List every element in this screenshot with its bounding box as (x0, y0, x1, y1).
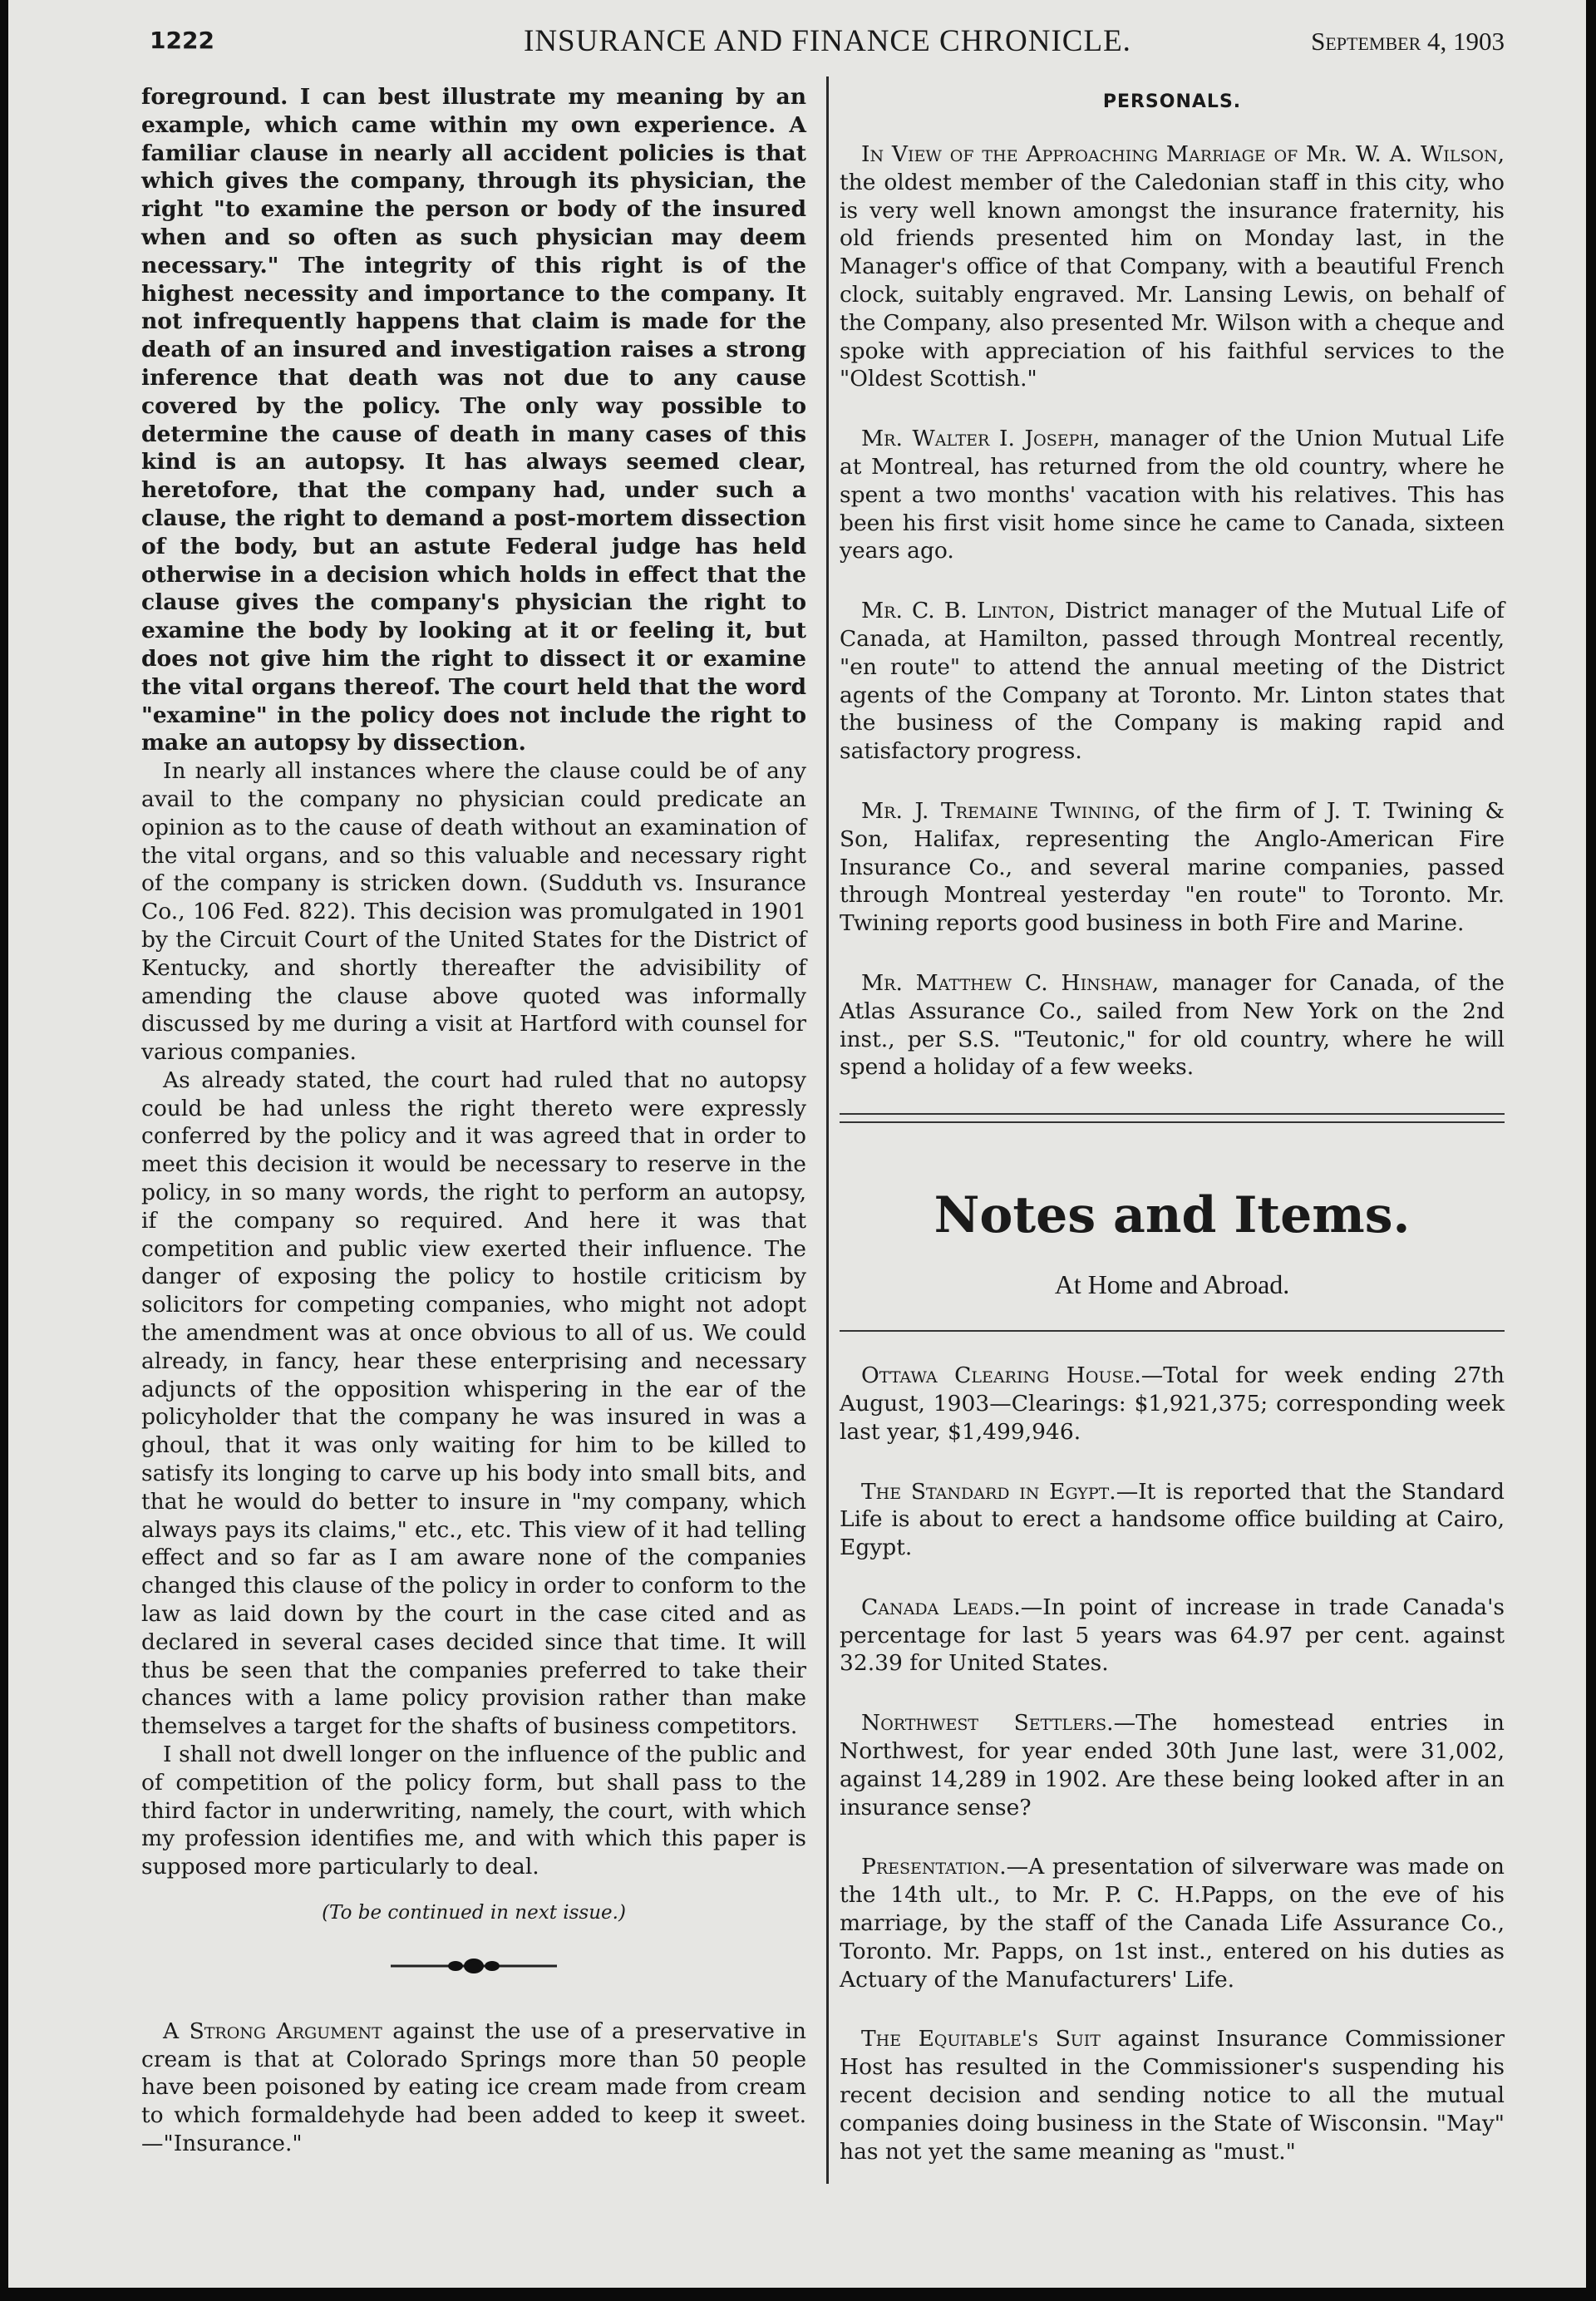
personal-item (840, 797, 1505, 938)
item-lead: Mr. Matthew C. Hinshaw, (861, 969, 1160, 996)
personal-item (840, 140, 1505, 393)
article-paragraph: As already stated, the court had ruled that no autopsy could be had unless the right thereto were expressly conferred by the policy and it was agreed that in order to meet this decision it would be necessary to reserve in the policy, in so many words, the right to perform an autopsy, if the company so required. And here it was that competition and public view exerted their influence. The danger of exposing the policy to hostile criticism by solicitors for competing companies, who might not adopt the amendment was at once obvious to all of us. We could already, in fancy, hear these enterprising and necessary adjuncts of the opposition whispering in the ear of the policyholder that the company he was insured in was a ghoul, that it was only waiting for him to be killed to satisfy its longing to carve up his body into small bits, and that he would do better to insure in "my company, which always pays its claims," etc., etc. This view of it had telling effect and so far as I am aware none of the companies changed this clause of the policy in order to conform to the law as laid down by the court in the case cited and as declared in several cases decided since that time. It will thus be seen that the companies preferred to take their chances with a lame policy provision rather than make themselves a target for the shafts of business competitors. (141, 1067, 806, 1740)
notes-item (840, 1478, 1505, 1562)
item-text: against the use of a preservative in cream is that at Colorado Springs more than 50 people have been poisoned by eating ice cream made from cream to which formaldehyde had been added to keep it sweet.—"Insurance." (141, 2018, 806, 2156)
item-lead: The Standard in Egypt. (861, 1478, 1116, 1505)
item-lead: Northwest Settlers. (861, 1710, 1114, 1737)
item-text: against Insurance Commissioner Host has resulted in the Commissioner's suspending his recent decision and sending notice to all the mutual companies doing business in the State of Wisconsin. "May" has not yet the same meaning as "must." (840, 2026, 1505, 2165)
article-paragraph: In nearly all instances where the clause could be of any avail to the company no physician could predicate an opinion as to the cause of death without an examination of the vital organs, and so this valuable and necessary right of the company is stricken down. (Sudduth vs. Insurance Co., 106 Fed. 822). This decision was promulgated in 1901 by the Circuit Court of the United States for the District of Kentucky, and shortly thereafter the advisibility of amending the clause above quoted was informally discussed by me during a visit at Hartford with counsel for various companies. (141, 758, 806, 1066)
item-lead: Mr. J. Tremaine Twining, (861, 797, 1141, 824)
item-text: —Total for week ending 27th August, 1903—Clearings: $1,921,375; corresponding week last year, $1,499,946. (840, 1362, 1505, 1445)
item-text: —In point of increase in trade Canada's percentage for last 5 years was 64.97 per cent. against 32.39 for United States. (840, 1594, 1505, 1677)
notes-heading: Notes and Items. (933, 1186, 1411, 1245)
newspaper-page (8, 0, 1586, 2288)
item-lead: The Equitable's Suit (861, 2026, 1101, 2052)
section-double-rule (840, 1113, 1505, 1123)
item-text: —A presentation of silverware was made on the 14th ult., to Mr. P. C. H.Papps, on the eve of his marriage, by the staff of the Canada Life Assurance Co., Toronto. Mr. Papps, on 1st inst., entered on his duties as Actuary of the Manufacturers' Life. (840, 1854, 1505, 1993)
personals-heading: PERSONALS. (1102, 91, 1242, 112)
item-lead: A Strong Argument (163, 2018, 382, 2044)
continued-note: (To be continued in next issue.) (322, 1902, 626, 1924)
personal-item (840, 425, 1505, 565)
left-column (141, 83, 806, 2158)
notes-item (840, 2025, 1505, 2166)
page-header (150, 18, 1505, 65)
item-lead: Mr. Walter I. Joseph, (861, 426, 1101, 452)
item-text: District manager of the Mutual Life of Canada, at Hamilton, passed through Montreal recently, "en route" to attend the annual meeting of the District agents of the Company at Toronto. Mr. Linton states that the business of the Company is making rapid and satisfactory progress. (840, 598, 1505, 765)
article-paragraph: I shall not dwell longer on the influence of the public and of competition of the policy form, but shall pass to the third factor in underwriting, namely, the court, with which my profession identifies me, and with which this paper is supposed more particularly to deal. (141, 1742, 806, 1880)
section-rule (840, 1330, 1505, 1332)
item-lead: Ottawa Clearing House. (861, 1362, 1141, 1389)
personal-item (840, 969, 1505, 1082)
item-text: —The homestead entries in Northwest, for year ended 30th June last, were 31,002, against 14,289 in 1902. Are these being looked after in an insurance sense? (840, 1710, 1505, 1821)
ornament-divider (391, 1949, 557, 1983)
personal-item (840, 597, 1505, 766)
item-text: of the firm of J. T. Twining & Son, Halifax, representing the Anglo-American Fire Insurance Co., and several marine companies, passed through Montreal yesterday "en route" to Toronto. Mr. Twining reports good business in both Fire and Marine. (840, 797, 1505, 937)
strong-argument-item (141, 2018, 806, 2158)
notes-item (840, 1594, 1505, 1678)
item-lead: Mr. C. B. Linton, (861, 598, 1056, 624)
item-lead: Presentation. (861, 1854, 1007, 1880)
notes-subheading: At Home and Abroad. (1054, 1269, 1290, 1300)
item-lead: In View of the Approaching Marriage of Mr. W. A. Wilson, (861, 141, 1505, 167)
column-divider (826, 76, 829, 2184)
item-text: manager of the Union Mutual Life at Montreal, has returned from the old country, where he spent a two months' vacation with his relatives. This has been his first visit home since he came to Canada, sixteen years ago. (840, 426, 1505, 564)
article-paragraph: foreground. I can best illustrate my meaning by an example, which came within my own experience. A familiar clause in nearly all accident policies is that which gives the company, through its physician, the right "to examine the person or body of the insured when and so often as such physician may deem necessary." The integrity of this right is of the highest necessity and importance to the company. It not infrequently happens that claim is made for the death of an insured and investigation raises a strong inference that death was not due to any cause covered by the policy. The only way possible to determine the cause of death in many cases of this kind is an autopsy. It has always seemed clear, heretofore, that the company had, under such a clause, the right to demand a post-mortem dissection of the body, but an astute Federal judge has held otherwise in a decision which holds in effect that the clause gives the company's physician the right to examine the body by looking at it or feeling it, but does not give him the right to dissect it or examine the vital organs thereof. The court held that the word "examine" in the policy does not include the right to make an autopsy by dissection. (141, 84, 806, 756)
item-text: —It is reported that the Standard Life is about to erect a handsome office building at Cairo, Egypt. (840, 1478, 1505, 1561)
item-lead: Canada Leads. (861, 1594, 1021, 1620)
right-column (840, 83, 1505, 2197)
publication-title: INSURANCE AND FINANCE CHRONICLE. (524, 24, 1131, 58)
notes-item (840, 1709, 1505, 1821)
item-text: the oldest member of the Caledonian staff in this city, who is very well known amongst the insurance fraternity, his old friends presented him on Monday last, in the Manager's office of that Company, with a beautiful French clock, suitably engraved. Mr. Lansing Lewis, on behalf of the Company, also presented Mr. Wilson with a cheque and spoke with appreciation of his faithful services to the "Oldest Scottish." (840, 169, 1505, 392)
notes-item (840, 1362, 1505, 1446)
issue-date: September 4, 1903 (1311, 27, 1505, 56)
page-number: 1222 (150, 27, 214, 54)
item-text: manager for Canada, of the Atlas Assurance Co., sailed from New York on the 2nd inst., per S.S. "Teutonic," for old country, where he will spend a holiday of a few weeks. (840, 969, 1505, 1081)
notes-item (840, 1853, 1505, 1993)
